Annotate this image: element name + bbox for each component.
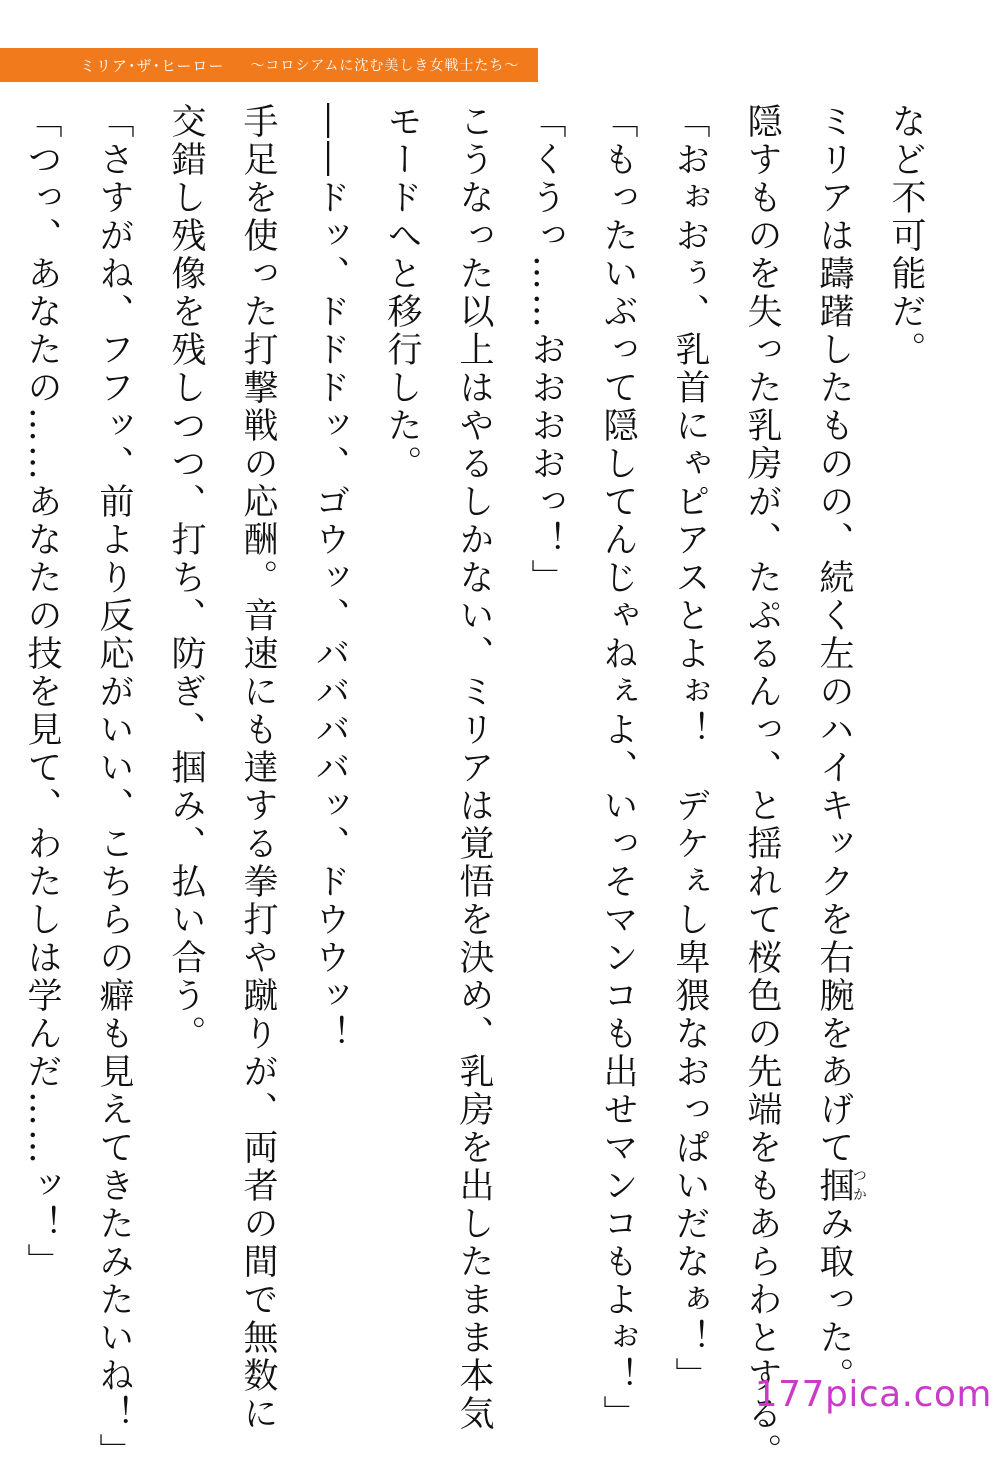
text-line: 「つっ、あなたの……あなたの技を見て、わたしは学んだ……ッ！」 (22, 103, 62, 1281)
text-line: 「もったいぶって隠してんじゃねぇよ、いっそマンコも出せマンコもよぉ！」 (598, 103, 638, 1433)
text-segment: み取った。 (814, 1205, 854, 1395)
header-bar (0, 48, 538, 82)
text-line-with-ruby (798, 103, 870, 1395)
text-line: ――ドッ、ドドドッ、ゴウッ、ババババッ、ドウウッ！ (310, 103, 350, 1053)
text-line: こうなった以上はやるしかない、ミリアは覚悟を決め、乳房を出したまま本気 (454, 103, 494, 1433)
text-line: 手足を使った打撃戦の応酬。音速にも達する拳打や蹴りが、両者の間で無数に (238, 103, 278, 1433)
text-line: 「おぉおぅ、乳首にゃピアスとよぉ！ デケぇし卑猥なおっぱいだなぁ！」 (670, 103, 710, 1395)
text-line: など不可能だ。 (886, 103, 926, 369)
book-title: ミリア･ザ･ヒーロー (80, 56, 225, 75)
text-line: 「くうっ……おおおおっ！」 (526, 103, 566, 597)
text-line: 隠すものを失った乳房が、たぷるんっ、と揺れて桜色の先端をもあらわとする。 (742, 103, 782, 1471)
text-segment: ミリアは躊躇したものの、続く左のハイキックを右腕をあげて (814, 103, 854, 1167)
text-line: 「さすがね、フフッ、前より反応がいい、こちらの癖も見えてきたみたいね！」 (94, 103, 134, 1471)
text-line (0, 103, 6, 1343)
book-subtitle: 〜コロシアムに沈む美しき女戦士たち〜 (250, 58, 520, 74)
watermark-text: 177pica.com (754, 1374, 992, 1415)
text-line: モードへと移行した。 (382, 103, 422, 483)
ruby-base: 掴 (814, 1167, 854, 1205)
text-line: 交錯し残像を残しつつ、打ち、防ぎ、掴み、払い合う。 (166, 103, 206, 1053)
ruby-reading: つか (851, 1167, 867, 1205)
ruby-word (814, 1167, 867, 1205)
